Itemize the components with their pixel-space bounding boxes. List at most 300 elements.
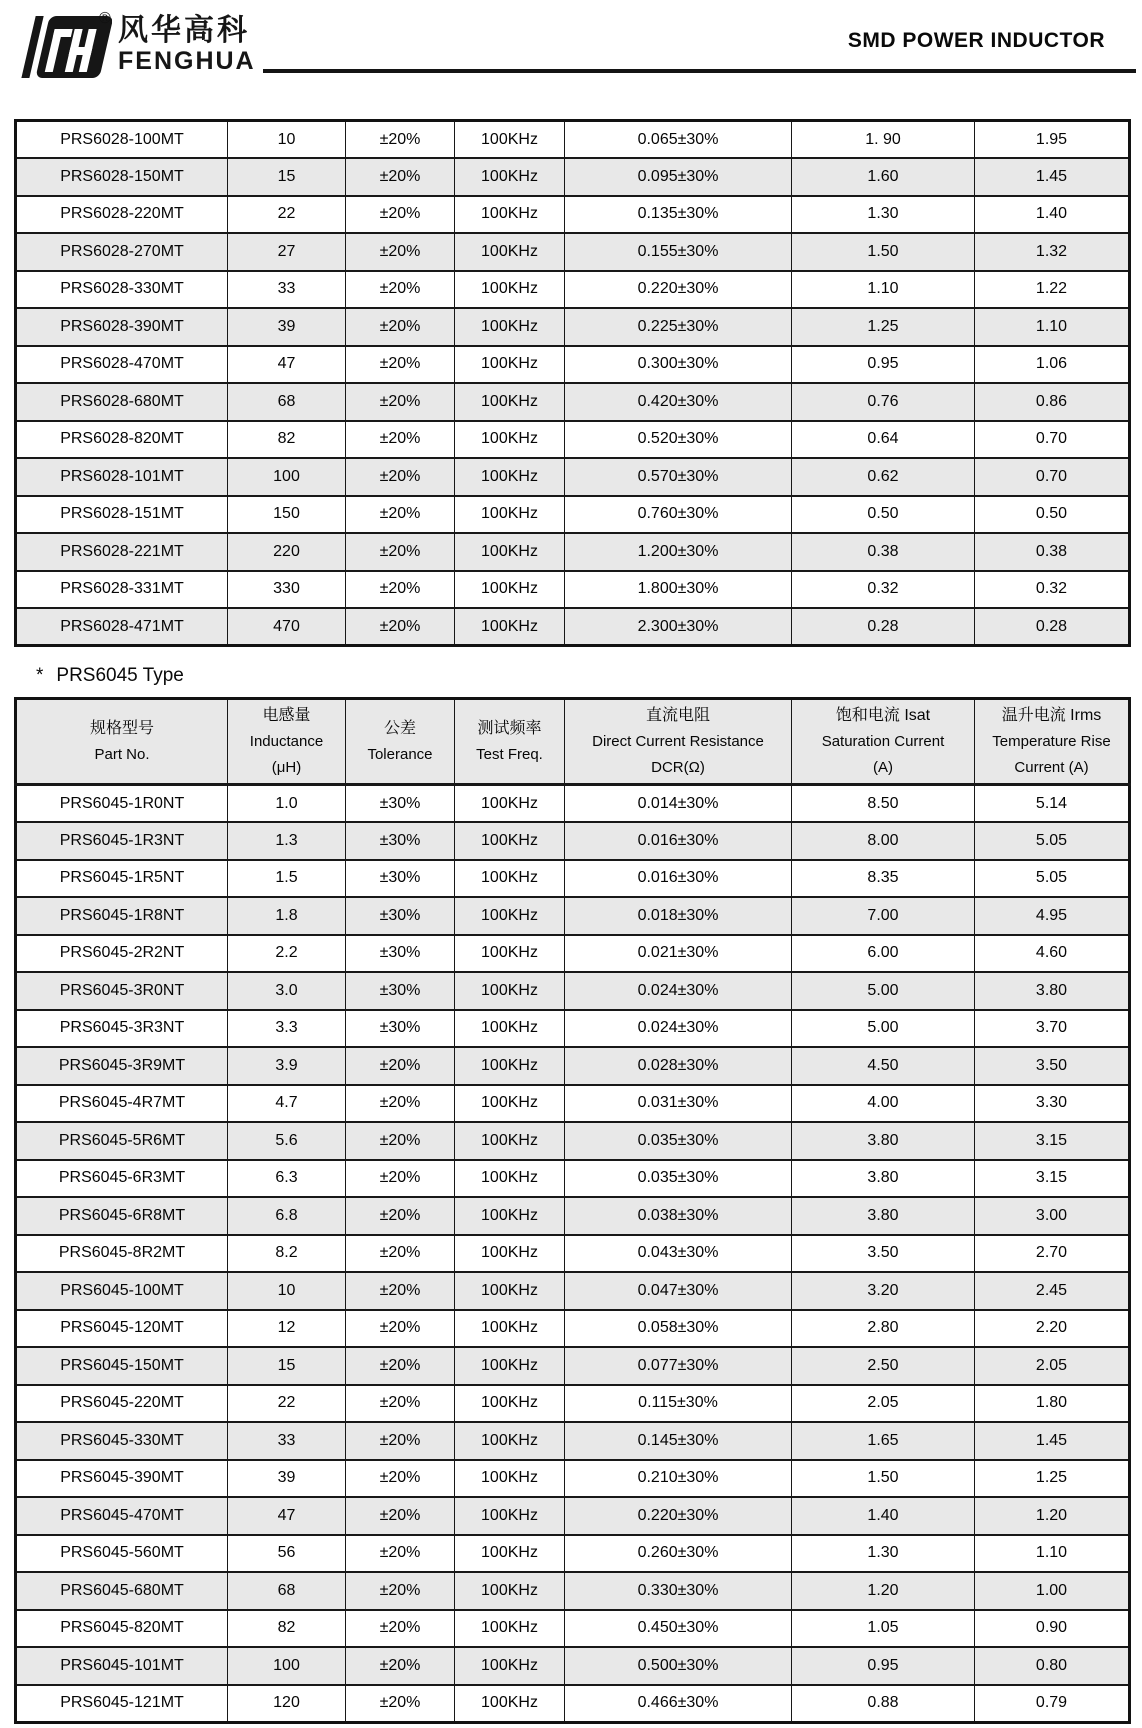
- table-cell: 100KHz: [455, 196, 565, 234]
- table-cell: 3.20: [792, 1272, 975, 1310]
- table-cell: ±20%: [346, 1197, 455, 1235]
- table-cell: 3.50: [975, 1047, 1130, 1085]
- table-cell: 0.077±30%: [565, 1347, 792, 1385]
- table-cell: 33: [228, 271, 346, 309]
- table-cell: 1.30: [792, 196, 975, 234]
- table-row: [16, 822, 1130, 860]
- table-cell: 4.95: [975, 897, 1130, 935]
- column-header: 直流电阻 Direct Current Resistance DCR(Ω): [565, 699, 792, 785]
- table-cell: 0.115±30%: [565, 1385, 792, 1423]
- table-cell: 100KHz: [455, 458, 565, 496]
- table-cell: 2.80: [792, 1310, 975, 1348]
- table-cell: ±30%: [346, 897, 455, 935]
- registered-trademark-icon: ®: [99, 10, 111, 27]
- table-cell: 120: [228, 1685, 346, 1723]
- section-label-text: PRS6045 Type: [56, 665, 184, 686]
- table-cell: PRS6045-1R3NT: [16, 822, 228, 860]
- column-header: 公差 Tolerance: [346, 699, 455, 785]
- table-cell: 0.065±30%: [565, 121, 792, 159]
- table-cell: 100KHz: [455, 972, 565, 1010]
- table-cell: 100KHz: [455, 233, 565, 271]
- table-cell: 0.047±30%: [565, 1272, 792, 1310]
- table-cell: 39: [228, 308, 346, 346]
- table-cell: ±20%: [346, 1385, 455, 1423]
- table-cell: PRS6045-5R6MT: [16, 1122, 228, 1160]
- table-cell: 0.018±30%: [565, 897, 792, 935]
- table-cell: 82: [228, 1610, 346, 1648]
- table-cell: 0.155±30%: [565, 233, 792, 271]
- table-cell: 1.25: [975, 1460, 1130, 1498]
- table-cell: 0.88: [792, 1685, 975, 1723]
- table-cell: 100KHz: [455, 935, 565, 973]
- column-header: 饱和电流 Isat Saturation Current (A): [792, 699, 975, 785]
- table-cell: PRS6045-101MT: [16, 1647, 228, 1685]
- table-cell: 1.10: [975, 308, 1130, 346]
- column-header: 测试频率 Test Freq.: [455, 699, 565, 785]
- table-cell: 0.420±30%: [565, 383, 792, 421]
- table-cell: ±20%: [346, 533, 455, 571]
- table-cell: 0.86: [975, 383, 1130, 421]
- table-cell: 0.520±30%: [565, 421, 792, 459]
- table-cell: ±20%: [346, 1422, 455, 1460]
- table-cell: PRS6045-220MT: [16, 1385, 228, 1423]
- table-cell: ±20%: [346, 1047, 455, 1085]
- table-cell: 100KHz: [455, 158, 565, 196]
- table-cell: 5.6: [228, 1122, 346, 1160]
- table-cell: 0.300±30%: [565, 346, 792, 384]
- table-cell: 2.50: [792, 1347, 975, 1385]
- table-cell: ±20%: [346, 1685, 455, 1723]
- table-row: [16, 1385, 1130, 1423]
- table-cell: 1.60: [792, 158, 975, 196]
- table-cell: 3.3: [228, 1010, 346, 1048]
- table-cell: PRS6045-2R2NT: [16, 935, 228, 973]
- table-row: [16, 1497, 1130, 1535]
- table-cell: 5.00: [792, 1010, 975, 1048]
- column-header: 规格型号 Part No.: [16, 699, 228, 785]
- table-cell: 4.60: [975, 935, 1130, 973]
- table-cell: 3.15: [975, 1160, 1130, 1198]
- table-cell: ±20%: [346, 571, 455, 609]
- table-cell: PRS6045-3R9MT: [16, 1047, 228, 1085]
- table-row: [16, 533, 1130, 571]
- table-cell: PRS6045-8R2MT: [16, 1235, 228, 1273]
- table-cell: 0.028±30%: [565, 1047, 792, 1085]
- table-cell: ±20%: [346, 1347, 455, 1385]
- table-row: [16, 383, 1130, 421]
- table-cell: 1.50: [792, 233, 975, 271]
- table-cell: 100KHz: [455, 1347, 565, 1385]
- table-cell: ±20%: [346, 233, 455, 271]
- table-cell: ±20%: [346, 608, 455, 646]
- table-cell: 0.135±30%: [565, 196, 792, 234]
- table-row: [16, 1235, 1130, 1273]
- table-cell: PRS6028-150MT: [16, 158, 228, 196]
- table-cell: ±30%: [346, 972, 455, 1010]
- table-cell: 0.145±30%: [565, 1422, 792, 1460]
- page-title: SMD POWER INDUCTOR: [847, 29, 1105, 52]
- table-cell: 8.50: [792, 785, 975, 823]
- table-cell: 1.3: [228, 822, 346, 860]
- table-cell: 1.800±30%: [565, 571, 792, 609]
- table-row: [16, 1422, 1130, 1460]
- table-cell: 1.40: [975, 196, 1130, 234]
- table-cell: 100KHz: [455, 533, 565, 571]
- table-cell: 100: [228, 458, 346, 496]
- table-cell: 1.0: [228, 785, 346, 823]
- table-cell: 150: [228, 496, 346, 534]
- table-cell: 3.50: [792, 1235, 975, 1273]
- table-cell: 100KHz: [455, 1460, 565, 1498]
- table-row: [16, 158, 1130, 196]
- asterisk-marker: *: [36, 665, 44, 686]
- table-cell: ±20%: [346, 1160, 455, 1198]
- table-cell: PRS6028-270MT: [16, 233, 228, 271]
- table-cell: 100KHz: [455, 1272, 565, 1310]
- table-row: [16, 571, 1130, 609]
- table-cell: 100KHz: [455, 1122, 565, 1160]
- table-cell: 1.5: [228, 860, 346, 898]
- table-cell: 100KHz: [455, 785, 565, 823]
- table-cell: ±30%: [346, 822, 455, 860]
- table-cell: 1.50: [792, 1460, 975, 1498]
- table-cell: 100KHz: [455, 421, 565, 459]
- table-cell: 100KHz: [455, 346, 565, 384]
- table-cell: 1.30: [792, 1535, 975, 1573]
- table-cell: 0.28: [792, 608, 975, 646]
- table-cell: PRS6045-4R7MT: [16, 1085, 228, 1123]
- table-cell: ±20%: [346, 1272, 455, 1310]
- table-cell: ±20%: [346, 271, 455, 309]
- table-cell: 0.50: [975, 496, 1130, 534]
- table-cell: 0.32: [975, 571, 1130, 609]
- table-cell: 100KHz: [455, 1685, 565, 1723]
- table-cell: PRS6045-3R0NT: [16, 972, 228, 1010]
- table-cell: 33: [228, 1422, 346, 1460]
- table-cell: 0.035±30%: [565, 1122, 792, 1160]
- table-cell: 100KHz: [455, 383, 565, 421]
- table-cell: 330: [228, 571, 346, 609]
- table-cell: 0.95: [792, 1647, 975, 1685]
- table-cell: 100KHz: [455, 1647, 565, 1685]
- table-cell: 0.024±30%: [565, 972, 792, 1010]
- table-cell: 0.014±30%: [565, 785, 792, 823]
- table-row: [16, 860, 1130, 898]
- prs6028-spec-table: [14, 119, 1131, 647]
- table-cell: ±20%: [346, 458, 455, 496]
- table-cell: PRS6045-100MT: [16, 1272, 228, 1310]
- table-cell: 1.10: [975, 1535, 1130, 1573]
- table-cell: 2.300±30%: [565, 608, 792, 646]
- table-cell: PRS6045-1R0NT: [16, 785, 228, 823]
- table-cell: 3.00: [975, 1197, 1130, 1235]
- table-cell: PRS6028-221MT: [16, 533, 228, 571]
- table-cell: 3.70: [975, 1010, 1130, 1048]
- table-cell: 5.05: [975, 860, 1130, 898]
- table-cell: PRS6028-100MT: [16, 121, 228, 159]
- table-cell: 0.80: [975, 1647, 1130, 1685]
- table-cell: 68: [228, 1572, 346, 1610]
- table-cell: 100KHz: [455, 308, 565, 346]
- table-cell: 1.10: [792, 271, 975, 309]
- table-cell: 0.016±30%: [565, 860, 792, 898]
- table-row: [16, 346, 1130, 384]
- table-cell: 0.70: [975, 458, 1130, 496]
- table-cell: PRS6028-390MT: [16, 308, 228, 346]
- table-cell: ±20%: [346, 1647, 455, 1685]
- table-cell: 100KHz: [455, 1535, 565, 1573]
- table-cell: 12: [228, 1310, 346, 1348]
- table-cell: 1.00: [975, 1572, 1130, 1610]
- table-row: [16, 1047, 1130, 1085]
- table-cell: 1.40: [792, 1497, 975, 1535]
- table-cell: PRS6045-120MT: [16, 1310, 228, 1348]
- table-cell: 82: [228, 421, 346, 459]
- table-cell: 5.14: [975, 785, 1130, 823]
- table-cell: 100KHz: [455, 1572, 565, 1610]
- table-cell: 1.25: [792, 308, 975, 346]
- table-row: [16, 1572, 1130, 1610]
- table-cell: 4.7: [228, 1085, 346, 1123]
- table-row: [16, 496, 1130, 534]
- table-cell: 0.021±30%: [565, 935, 792, 973]
- logo-chinese-name: 风华高科: [118, 14, 250, 47]
- table-row: [16, 1085, 1130, 1123]
- table-cell: ±20%: [346, 1460, 455, 1498]
- table-row: [16, 233, 1130, 271]
- table-header-row: [16, 699, 1130, 785]
- table-cell: 0.260±30%: [565, 1535, 792, 1573]
- table-row: [16, 1460, 1130, 1498]
- table-cell: PRS6028-471MT: [16, 608, 228, 646]
- table-row: [16, 121, 1130, 159]
- table-row: [16, 1647, 1130, 1685]
- table-cell: 8.2: [228, 1235, 346, 1273]
- table-cell: 0.76: [792, 383, 975, 421]
- table-cell: 3.80: [975, 972, 1130, 1010]
- table-cell: 470: [228, 608, 346, 646]
- table-cell: 3.80: [792, 1197, 975, 1235]
- table-cell: ±30%: [346, 1010, 455, 1048]
- table-cell: 100KHz: [455, 571, 565, 609]
- table-cell: 0.210±30%: [565, 1460, 792, 1498]
- table-cell: 2.20: [975, 1310, 1130, 1348]
- table-cell: 100KHz: [455, 1235, 565, 1273]
- table-cell: 1.20: [792, 1572, 975, 1610]
- table-cell: 0.64: [792, 421, 975, 459]
- table-row: [16, 1272, 1130, 1310]
- table-cell: 0.70: [975, 421, 1130, 459]
- table-row: [16, 972, 1130, 1010]
- table-cell: 0.016±30%: [565, 822, 792, 860]
- table-cell: 0.058±30%: [565, 1310, 792, 1348]
- table-cell: 8.00: [792, 822, 975, 860]
- table-cell: PRS6028-220MT: [16, 196, 228, 234]
- table-cell: 100KHz: [455, 1010, 565, 1048]
- table-cell: PRS6045-1R8NT: [16, 897, 228, 935]
- table-cell: 0.450±30%: [565, 1610, 792, 1648]
- table-cell: 100KHz: [455, 1422, 565, 1460]
- table-cell: ±20%: [346, 1497, 455, 1535]
- table-cell: 22: [228, 196, 346, 234]
- table-cell: 0.32: [792, 571, 975, 609]
- table-cell: 10: [228, 121, 346, 159]
- table-row: [16, 935, 1130, 973]
- table-cell: 100KHz: [455, 1047, 565, 1085]
- table-cell: PRS6045-150MT: [16, 1347, 228, 1385]
- table-cell: 0.225±30%: [565, 308, 792, 346]
- table-cell: ±20%: [346, 1122, 455, 1160]
- table-cell: 1.45: [975, 1422, 1130, 1460]
- table-cell: 0.760±30%: [565, 496, 792, 534]
- table-row: [16, 1197, 1130, 1235]
- table-cell: 3.80: [792, 1122, 975, 1160]
- table-cell: 0.62: [792, 458, 975, 496]
- table-cell: 2.70: [975, 1235, 1130, 1273]
- table-cell: 100KHz: [455, 1310, 565, 1348]
- table-cell: 0.220±30%: [565, 1497, 792, 1535]
- table-cell: 6.00: [792, 935, 975, 973]
- table-cell: 0.38: [792, 533, 975, 571]
- table-cell: 7.00: [792, 897, 975, 935]
- table-cell: ±20%: [346, 308, 455, 346]
- table-cell: 100KHz: [455, 608, 565, 646]
- table-cell: 100KHz: [455, 1497, 565, 1535]
- table-cell: ±20%: [346, 496, 455, 534]
- table-cell: ±20%: [346, 1235, 455, 1273]
- table-cell: 1.95: [975, 121, 1130, 159]
- table-cell: 0.500±30%: [565, 1647, 792, 1685]
- table-row: [16, 308, 1130, 346]
- table-cell: 100KHz: [455, 822, 565, 860]
- table-cell: PRS6045-1R5NT: [16, 860, 228, 898]
- table-row: [16, 1310, 1130, 1348]
- table-cell: ±20%: [346, 1310, 455, 1348]
- table-cell: 0.90: [975, 1610, 1130, 1648]
- table-row: [16, 897, 1130, 935]
- table-cell: 0.50: [792, 496, 975, 534]
- table-cell: PRS6045-330MT: [16, 1422, 228, 1460]
- table-cell: 100KHz: [455, 271, 565, 309]
- table-cell: 1.8: [228, 897, 346, 935]
- table-cell: 47: [228, 346, 346, 384]
- table-cell: 100KHz: [455, 496, 565, 534]
- table-cell: 220: [228, 533, 346, 571]
- table-cell: 3.15: [975, 1122, 1130, 1160]
- table-cell: 0.024±30%: [565, 1010, 792, 1048]
- table-cell: 1.80: [975, 1385, 1130, 1423]
- table-cell: 5.05: [975, 822, 1130, 860]
- table-cell: 100KHz: [455, 121, 565, 159]
- table-row: [16, 608, 1130, 646]
- table-cell: PRS6045-560MT: [16, 1535, 228, 1573]
- table-cell: PRS6028-330MT: [16, 271, 228, 309]
- table-cell: 8.35: [792, 860, 975, 898]
- table-cell: 0.28: [975, 608, 1130, 646]
- table-cell: 0.220±30%: [565, 271, 792, 309]
- table-cell: 100KHz: [455, 1610, 565, 1648]
- table-cell: 100KHz: [455, 860, 565, 898]
- table-cell: PRS6045-121MT: [16, 1685, 228, 1723]
- column-header: 温升电流 Irms Temperature Rise Current (A): [975, 699, 1130, 785]
- table-cell: PRS6045-390MT: [16, 1460, 228, 1498]
- table-cell: 0.095±30%: [565, 158, 792, 196]
- table-row: [16, 1610, 1130, 1648]
- table-row: [16, 1160, 1130, 1198]
- table-cell: 3.30: [975, 1085, 1130, 1123]
- table-cell: PRS6028-331MT: [16, 571, 228, 609]
- table-cell: 0.79: [975, 1685, 1130, 1723]
- table-cell: 2.05: [792, 1385, 975, 1423]
- table-cell: ±20%: [346, 383, 455, 421]
- table-cell: 0.95: [792, 346, 975, 384]
- table-cell: 1.65: [792, 1422, 975, 1460]
- table-cell: ±20%: [346, 1535, 455, 1573]
- fenghua-logo-text: [118, 16, 256, 74]
- table-cell: PRS6045-680MT: [16, 1572, 228, 1610]
- table-cell: ±20%: [346, 196, 455, 234]
- header-divider: [263, 69, 1136, 73]
- table-cell: 100KHz: [455, 1385, 565, 1423]
- table-row: [16, 1535, 1130, 1573]
- table-cell: 10: [228, 1272, 346, 1310]
- table-cell: 5.00: [792, 972, 975, 1010]
- table-cell: 100KHz: [455, 1085, 565, 1123]
- table-cell: PRS6045-470MT: [16, 1497, 228, 1535]
- table-cell: 0.043±30%: [565, 1235, 792, 1273]
- table-cell: 6.8: [228, 1197, 346, 1235]
- table-row: [16, 458, 1130, 496]
- table-cell: 1.45: [975, 158, 1130, 196]
- table-cell: 22: [228, 1385, 346, 1423]
- table-cell: 6.3: [228, 1160, 346, 1198]
- table-cell: PRS6028-680MT: [16, 383, 228, 421]
- table-cell: 1.32: [975, 233, 1130, 271]
- section-label-prs6045-type: [36, 665, 184, 687]
- table-cell: ±30%: [346, 935, 455, 973]
- table-cell: 0.466±30%: [565, 1685, 792, 1723]
- logo-latin-name: FENGHUA: [118, 47, 256, 75]
- table-cell: 0.031±30%: [565, 1085, 792, 1123]
- table-row: [16, 785, 1130, 823]
- table-row: [16, 1685, 1130, 1723]
- column-header: 电感量 Inductance (μH): [228, 699, 346, 785]
- table-cell: 2.05: [975, 1347, 1130, 1385]
- table-cell: 1.06: [975, 346, 1130, 384]
- table-cell: 1.22: [975, 271, 1130, 309]
- table-cell: PRS6028-820MT: [16, 421, 228, 459]
- table-cell: PRS6028-470MT: [16, 346, 228, 384]
- table-cell: 0.035±30%: [565, 1160, 792, 1198]
- table-cell: 47: [228, 1497, 346, 1535]
- table-cell: 4.50: [792, 1047, 975, 1085]
- table-cell: ±20%: [346, 1085, 455, 1123]
- table-cell: 100: [228, 1647, 346, 1685]
- table-cell: ±20%: [346, 1610, 455, 1648]
- table-cell: 2.45: [975, 1272, 1130, 1310]
- table-cell: 3.0: [228, 972, 346, 1010]
- table-cell: ±20%: [346, 421, 455, 459]
- table-cell: 3.9: [228, 1047, 346, 1085]
- table-cell: PRS6028-151MT: [16, 496, 228, 534]
- table-cell: 0.38: [975, 533, 1130, 571]
- table-cell: PRS6045-6R8MT: [16, 1197, 228, 1235]
- table-cell: 27: [228, 233, 346, 271]
- table-row: [16, 1347, 1130, 1385]
- table-cell: ±20%: [346, 1572, 455, 1610]
- table-cell: 56: [228, 1535, 346, 1573]
- table-cell: 100KHz: [455, 1160, 565, 1198]
